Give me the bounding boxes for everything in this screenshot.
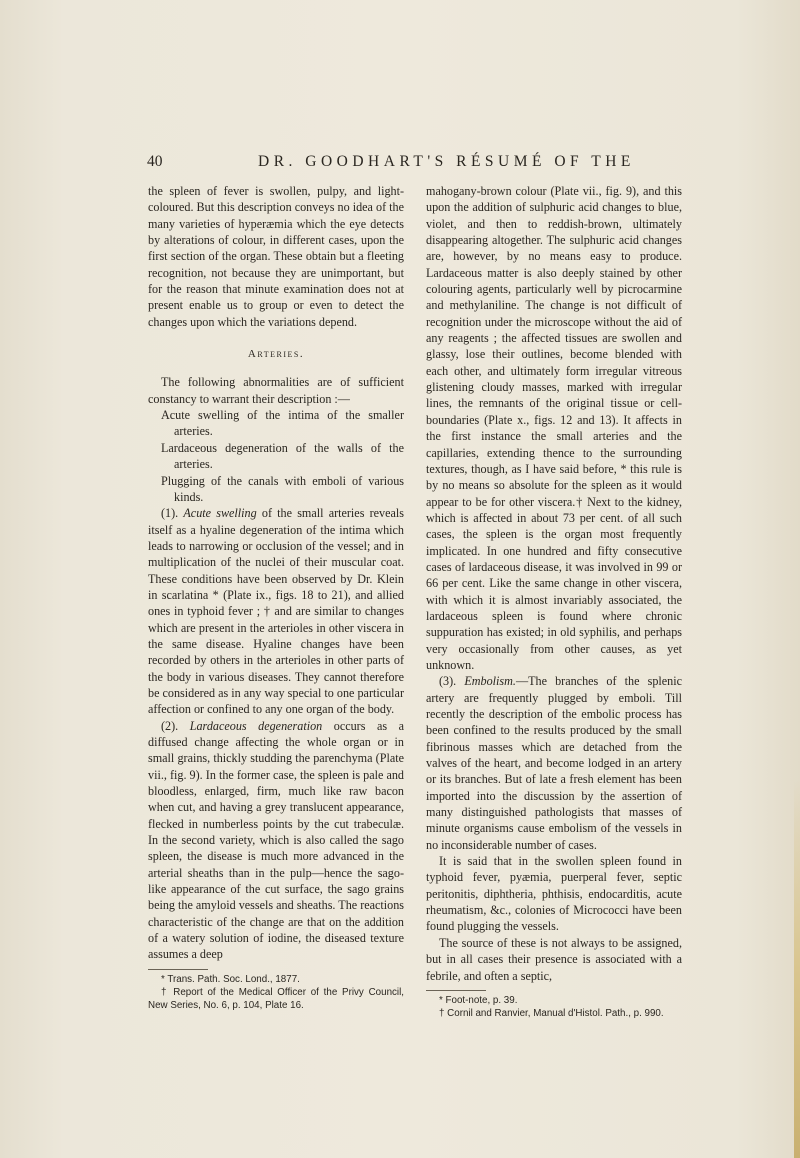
italic-term: Embolism. (464, 674, 516, 689)
paragraph: (1). Acute swelling of the small arteries reveals itself as a hyaline degeneration of the intima which leads to narrowing or occlusion of the vessel; and in multiplication of the nuclei of their muscular coat. These conditions have been observed by Dr. Klein in scarlatina * (Plate ix., figs. 18 to 21), and allied ones in typhoid fever ; † and are similar to changes which are present in the arterioles in other viscera in the same disease. Hyaline changes have been recorded by others in the arterioles in other parts of the body in various diseases. They cannot therefore be considered as in any way special to one particular affection or confined to any one organ of the body. (148, 506, 404, 717)
footnote: † Report of the Medical Officer of the Privy Council, New Series, No. 6, p. 104, Plate 16. (148, 986, 404, 1011)
paragraph: It is said that in the swollen spleen found in typhoid fever, pyæmia, puerperal fever, septic peritonitis, diphtheria, phthisis, endocarditis, acute rheumatism, &c., colonies of Micrococci have been found plugging the vessels. (426, 854, 682, 934)
list-item: Plugging of the canals with emboli of various kinds. (161, 473, 404, 504)
section-heading: Arteries. (247, 348, 305, 361)
left-column (148, 183, 404, 1012)
list-item: Lardaceous degeneration of the walls of the arteries. (161, 440, 404, 472)
italic-term: Acute swelling (183, 506, 257, 521)
right-column (426, 183, 682, 1020)
footnote: * Trans. Path. Soc. Lond., 1877. (161, 973, 300, 985)
paragraph: mahogany-brown colour (Plate vii., fig. 9), and this upon the addition of sulphuric acid changes to blue, violet, and then to reddish-brown, ultimately disappearing altogether. The sulphuric acid changes are, however, by no means easy to produce. Lardaceous matter is also deeply stained by other colouring agents, particularly well by picrocarmine and methylaniline. The change is not difficult of recognition under the microscope without the aid of any reagents ; the affected tissues are swollen and glassy, lose their outlines, become blended with each other, and ultimately form irregular vitreous glistening cloudy masses, marked with irregular lines, the remnants of the original tissue or cell-boundaries (Plate x., figs. 12 and 13). It affects in the first instance the small arteries and the capillaries, extending thence to the surrounding textures, though, as I have said before, * this rule is by no means so absolute for the spleen as it would appear to be for other viscera.† Next to the kidney, which is affected in about 73 per cent. of all such cases, the spleen is the organ most frequently implicated. In one hundred and fifty consecutive cases of lardaceous disease, it was involved in 99 or 66 per cent. Like the same change in other viscera, with which it is almost invariably associated, the lardaceous spleen is found where chronic suppuration has existed; in old syphilis, and perhaps very occasionally from other causes, as yet unknown. (426, 184, 682, 672)
footnote: * Foot-note, p. 39. (439, 994, 518, 1006)
italic-term: Lardaceous degeneration (189, 718, 323, 733)
paragraph: (2). Lardaceous degeneration occurs as a diffused change affecting the whole organ or in small grains, thickly studding the parenchyma (Plate vii., fig. 9). In the former case, the spleen is pale and bloodless, enlarged, firm, much like raw bacon when cut, and having a grey translucent appearance, flecked in numberless points by the cut trabeculæ. In the second variety, which is also called the sago spleen, the disease is much more advanced in the arterial sheaths than in the pulp—hence the sago-like appearance of the cut surface, the sago grains being the amyloid vessels and sheaths. The reactions characteristic of the change are that on the addition of a watery solution of iodine, the diseased texture assumes a deep (148, 718, 405, 962)
paragraph: The following abnormalities are of sufficient constancy to warrant their description :— (148, 375, 404, 406)
paragraph: the spleen of fever is swollen, pulpy, and light-coloured. But this description conveys no idea of the many varieties of hyperæmia which the eye detects by alterations of colour, in different cases, upon the first section of the organ. These obtain but a fleeting recognition, not because they are unimportant, but for the reason that minute examination does not at present enable us to group or even to detect the changes upon which the variations depend. (148, 184, 404, 329)
footnote-rule (148, 969, 208, 970)
paragraph: (3). Embolism.—The branches of the splenic artery are frequently plugged by emboli. Till recently the description of the embolic process has been confined to the results produced by the small fibrinous masses which are detached from the valves of the heart, and become lodged in an artery or its branches. But of late a fresh element has been imported into the discussion by the assertion of many distinguished pathologists that masses of minute organisms cause embolism of the vessels in no inconsiderable number of cases. (426, 674, 682, 852)
page-number: 40 (147, 153, 163, 170)
footnote: † Cornil and Ranvier, Manual d'Histol. Path., p. 990. (439, 1007, 664, 1019)
page-edge-stain (794, 780, 800, 1158)
running-title: DR. GOODHART'S RÉSUMÉ OF THE (258, 153, 635, 170)
page-header (147, 153, 667, 177)
list-item: Acute swelling of the intima of the smaller arteries. (161, 408, 404, 439)
footnote-rule (426, 990, 486, 991)
paragraph: The source of these is not always to be assigned, but in all cases their presence is associated with a febrile, and often a septic, (426, 935, 682, 983)
